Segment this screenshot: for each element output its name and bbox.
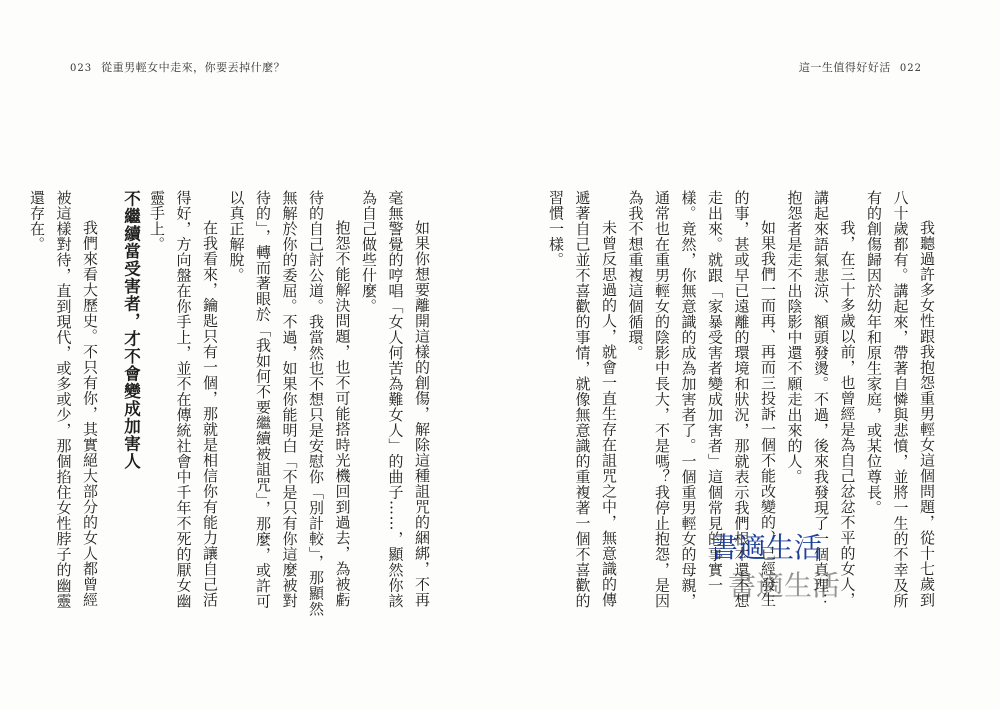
paragraph: 我們來看大歷史。不只有你，其實絕大部分的女人都曾經被這樣對待，直到現代，或多或少，那個掐住女性脖子的幽靈還存在。 bbox=[28, 190, 99, 609]
right-header-title: 這一生值得好好活 bbox=[798, 61, 891, 74]
watermark-text: 書適生活 bbox=[710, 531, 823, 564]
paragraph: 未曾反思過的人，就會一直生存在詛咒之中，無意識的傳遞著自己並不喜歡的事情，就像無意識的重複著一個不喜歡的習慣一樣。 bbox=[547, 190, 618, 609]
left-page-number: 023 bbox=[70, 63, 93, 74]
paragraph: 如果你想要離開這樣的創傷，解除這種詛咒的綑綁，不再毫無警覺的哼唱「女人何苦為難女人」的曲子……，顯然你該為自己做些什麼。 bbox=[360, 190, 431, 609]
right-page-body bbox=[547, 190, 940, 620]
left-page-body bbox=[28, 190, 435, 620]
paragraph: 我，在三十多歲以前，也曾經是為自己忿忿不平的女人，講起來語氣悲涼、額頭發燙。不過，後來我發現了一個真理：抱怨者是走不出陰影中還不願走出來的人。 bbox=[785, 190, 857, 609]
right-running-head bbox=[799, 60, 922, 76]
left-running-head bbox=[70, 60, 285, 76]
paragraph: 在我看來，鑰匙只有一個，那就是相信你有能力讓自己活得好，方向盤在你手上，並不在傳統社會中千年不死的厭女幽靈手上。 bbox=[148, 190, 219, 609]
paragraph: 抱怨不能解決問題，也不可能搭時光機回到過去，為被虧待的自己討公道。我當然也不想只是安慰你「別計較」，那顯然無解於你的委屈。不過，如果你能明白「不是只有你這麼被對待的」，轉而著眼於「我如何不要繼續被詛咒」，那麼，或許可以真正解脫。 bbox=[227, 190, 352, 617]
left-header-title: 從重男輕女中走來，你要丟掉什麼？ bbox=[101, 61, 286, 74]
paragraph: 如果我們一而再、再而三投訴一個不能改變的、已經發生的事，甚或早已遠離的環境和狀況，那就表示我們根本還不想走出來。就跟「家暴受害者變成加害者」這個常見的事實一樣。竟然，你無意識的成為加害者了。一個重男輕女的母親，通常也在重男輕女的陰影中長大，不是嗎？我停止抱怨，是因為我不想重複這個循環。 bbox=[626, 190, 777, 609]
paragraph: 我聽過許多女性跟我抱怨重男輕女這個問題，從十七歲到八十歲都有。講起來，帶著自憐與悲憤，並將一生的不幸及所有的創傷歸因於幼年和原生家庭，或某位尊長。 bbox=[865, 190, 936, 609]
right-page-number: 022 bbox=[899, 63, 922, 74]
watermark-shadow-text: 書適生活 bbox=[728, 569, 841, 602]
section-heading: 不繼續當受害者，才不會變成加害人 bbox=[121, 190, 141, 470]
